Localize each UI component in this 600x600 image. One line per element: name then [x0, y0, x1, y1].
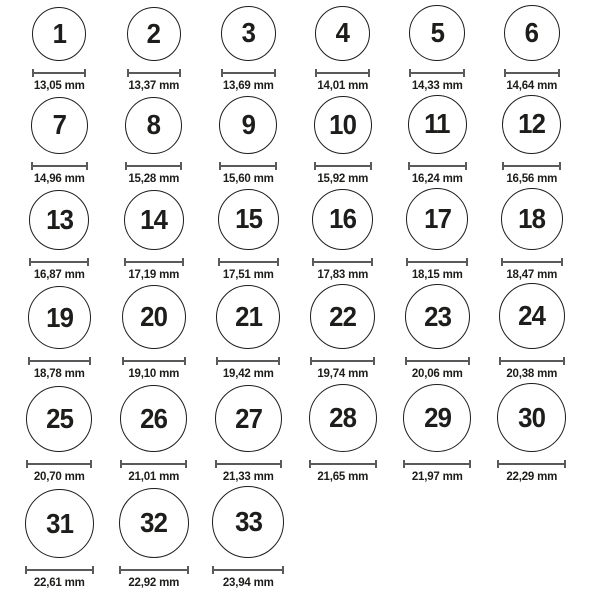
diameter-label: 15,28 mm [128, 172, 180, 185]
measure-line-bar [122, 463, 185, 465]
ring-size-number: 24 [518, 300, 546, 332]
diameter-label: 15,92 mm [317, 172, 369, 185]
diameter-measure-line [497, 460, 566, 468]
measure-line-bar [121, 569, 187, 571]
ring-size-item [390, 383, 485, 483]
diameter-measure-line [119, 566, 189, 574]
ring-size-number: 4 [336, 17, 350, 49]
measure-line-bar [408, 261, 466, 263]
ring-size-number: 31 [45, 507, 73, 539]
diameter-measure-line [32, 69, 86, 77]
diameter-label: 16,56 mm [506, 172, 558, 185]
measure-line-bar [31, 261, 87, 263]
measure-line-bar [410, 165, 465, 167]
diameter-measure-line [405, 357, 470, 365]
diameter-label: 13,05 mm [33, 79, 85, 92]
ring-circle [215, 385, 282, 452]
ring-size-item [107, 188, 202, 281]
measure-line-bar [221, 165, 275, 167]
diameter-label: 21,01 mm [128, 471, 180, 484]
ring-size-item [107, 5, 202, 92]
ring-size-number: 14 [140, 203, 168, 235]
diameter-label: 19,10 mm [128, 368, 180, 381]
measure-line-bar [311, 463, 375, 465]
measure-line-bar [503, 261, 561, 263]
ring-size-number: 16 [329, 203, 357, 235]
ring-circle [502, 95, 561, 154]
measure-line-bar [506, 72, 558, 74]
ring-size-item [296, 95, 391, 185]
ring-circle [124, 190, 184, 250]
diameter-label: 19,42 mm [222, 368, 274, 381]
ring-size-item [12, 383, 107, 483]
diameter-measure-line [29, 258, 89, 266]
diameter-label: 22,61 mm [33, 577, 85, 590]
ring-size-item [201, 486, 296, 589]
measure-line-bar [317, 72, 368, 74]
diameter-measure-line [406, 258, 468, 266]
ring-size-number: 25 [45, 403, 73, 435]
diameter-label: 14,33 mm [411, 79, 463, 92]
ring-size-number: 17 [423, 202, 451, 234]
ring-circle [216, 285, 280, 349]
ring-size-item [390, 95, 485, 185]
ring-size-number: 13 [45, 203, 73, 235]
diameter-label: 14,96 mm [33, 172, 85, 185]
diameter-label: 21,97 mm [411, 471, 463, 484]
ring-size-number: 23 [423, 300, 451, 332]
measure-line-bar [218, 360, 278, 362]
diameter-label: 21,65 mm [317, 471, 369, 484]
ring-size-item [12, 5, 107, 92]
ring-size-item [107, 383, 202, 483]
diameter-measure-line [28, 357, 91, 365]
ring-size-item [296, 383, 391, 483]
measure-line-bar [124, 360, 184, 362]
ring-size-item [296, 188, 391, 281]
measure-line-bar [504, 165, 559, 167]
ring-circle [221, 6, 276, 61]
diameter-label: 16,87 mm [33, 268, 85, 281]
diameter-measure-line [219, 162, 277, 170]
diameter-label: 22,92 mm [128, 577, 180, 590]
diameter-label: 18,78 mm [33, 368, 85, 381]
ring-size-number: 28 [329, 402, 357, 434]
diameter-measure-line [312, 258, 373, 266]
diameter-measure-line [315, 69, 370, 77]
ring-size-item [12, 486, 107, 589]
diameter-measure-line [502, 162, 561, 170]
measure-line-bar [405, 463, 469, 465]
diameter-measure-line [408, 162, 467, 170]
diameter-measure-line [218, 258, 279, 266]
measure-line-bar [316, 165, 370, 167]
ring-circle [406, 188, 468, 250]
measure-line-bar [126, 261, 182, 263]
ring-size-item [485, 95, 580, 185]
ring-size-item [485, 283, 580, 380]
diameter-label: 20,38 mm [506, 368, 558, 381]
ring-size-item [390, 5, 485, 92]
ring-size-item [12, 95, 107, 185]
diameter-measure-line [216, 357, 280, 365]
ring-size-number: 32 [140, 507, 168, 539]
ring-circle [127, 7, 181, 61]
ring-circle [501, 188, 563, 250]
ring-size-item [485, 188, 580, 281]
diameter-measure-line [120, 460, 187, 468]
diameter-measure-line [504, 69, 560, 77]
ring-circle [310, 284, 375, 349]
diameter-measure-line [124, 258, 184, 266]
ring-circle [119, 488, 189, 558]
ring-size-item [485, 5, 580, 92]
ring-size-number: 18 [518, 202, 546, 234]
diameter-measure-line [25, 566, 94, 574]
measure-line-bar [314, 261, 371, 263]
diameter-measure-line [309, 460, 377, 468]
ring-size-number: 30 [518, 401, 546, 433]
measure-line-bar [34, 72, 84, 74]
diameter-measure-line [125, 162, 182, 170]
ring-size-number: 11 [424, 108, 450, 140]
ring-size-number: 20 [140, 301, 168, 333]
diameter-measure-line [215, 460, 282, 468]
ring-size-item [485, 383, 580, 483]
ring-size-item [201, 188, 296, 281]
ring-size-item [107, 283, 202, 380]
ring-size-item [107, 95, 202, 185]
ring-size-item [201, 283, 296, 380]
ring-circle [218, 189, 279, 250]
diameter-measure-line [499, 357, 565, 365]
ring-size-number: 5 [430, 16, 444, 48]
diameter-label: 13,69 mm [222, 79, 274, 92]
ring-circle [31, 97, 88, 154]
ring-size-number: 22 [329, 300, 357, 332]
ring-circle [32, 7, 86, 61]
measure-line-bar [411, 72, 463, 74]
measure-line-bar [33, 165, 86, 167]
ring-circle [504, 5, 560, 61]
diameter-measure-line [221, 69, 276, 77]
ring-circle [309, 384, 377, 452]
ring-circle [120, 385, 187, 452]
diameter-measure-line [409, 69, 465, 77]
diameter-measure-line [127, 69, 181, 77]
ring-circle [29, 190, 89, 250]
ring-size-number: 6 [525, 16, 539, 48]
measure-line-bar [312, 360, 373, 362]
ring-circle [314, 96, 372, 154]
ring-size-item [12, 283, 107, 380]
ring-size-item [296, 5, 391, 92]
ring-size-number: 27 [234, 402, 262, 434]
ring-size-number: 21 [234, 301, 262, 333]
ring-circle [125, 97, 182, 154]
ring-size-number: 15 [234, 203, 262, 235]
chart-row [12, 283, 580, 380]
ring-size-item [201, 383, 296, 483]
measure-line-bar [499, 463, 564, 465]
diameter-measure-line [314, 162, 372, 170]
chart-row [12, 188, 580, 281]
diameter-label: 22,29 mm [506, 471, 558, 484]
ring-circle [405, 284, 470, 349]
diameter-label: 23,94 mm [222, 577, 274, 590]
diameter-measure-line [501, 258, 563, 266]
ring-size-number: 29 [423, 402, 451, 434]
diameter-measure-line [26, 460, 92, 468]
ring-size-item [107, 486, 202, 589]
ring-circle [212, 486, 284, 558]
measure-line-bar [27, 569, 92, 571]
diameter-label: 16,24 mm [411, 172, 463, 185]
ring-size-number: 1 [52, 17, 66, 49]
diameter-label: 14,64 mm [506, 79, 558, 92]
diameter-measure-line [31, 162, 88, 170]
ring-circle [499, 283, 565, 349]
diameter-measure-line [310, 357, 375, 365]
ring-circle [408, 95, 467, 154]
ring-circle [25, 489, 94, 558]
measure-line-bar [127, 165, 180, 167]
diameter-label: 15,60 mm [222, 172, 274, 185]
chart-row [12, 5, 580, 92]
ring-circle [219, 96, 277, 154]
diameter-label: 19,74 mm [317, 368, 369, 381]
ring-size-number: 7 [52, 109, 66, 141]
diameter-label: 14,01 mm [317, 79, 369, 92]
ring-circle [497, 383, 566, 452]
ring-circle [26, 386, 92, 452]
measure-line-bar [220, 261, 277, 263]
ring-size-item [201, 5, 296, 92]
diameter-measure-line [403, 460, 471, 468]
ring-size-number: 33 [234, 506, 262, 538]
diameter-label: 20,70 mm [33, 471, 85, 484]
ring-size-number: 10 [329, 108, 357, 140]
diameter-label: 21,33 mm [222, 471, 274, 484]
diameter-measure-line [122, 357, 186, 365]
ring-size-number: 8 [147, 109, 161, 141]
ring-size-item [390, 188, 485, 281]
ring-size-item [296, 283, 391, 380]
diameter-label: 17,19 mm [128, 268, 180, 281]
diameter-label: 17,51 mm [222, 268, 274, 281]
ring-size-number: 12 [518, 108, 546, 140]
chart-row [12, 486, 580, 589]
chart-row [12, 95, 580, 185]
ring-circle [409, 5, 465, 61]
diameter-label: 17,83 mm [317, 268, 369, 281]
ring-size-item [12, 188, 107, 281]
diameter-label: 20,06 mm [411, 368, 463, 381]
ring-circle [315, 6, 370, 61]
ring-size-number: 26 [140, 402, 168, 434]
ring-size-number: 19 [45, 301, 73, 333]
ring-circle [403, 384, 471, 452]
ring-circle [312, 189, 373, 250]
measure-line-bar [407, 360, 468, 362]
measure-line-bar [223, 72, 274, 74]
diameter-measure-line [212, 566, 284, 574]
diameter-label: 18,47 mm [506, 268, 558, 281]
chart-row [12, 383, 580, 483]
measure-line-bar [129, 72, 179, 74]
ring-size-item [201, 95, 296, 185]
measure-line-bar [28, 463, 90, 465]
ring-size-item [390, 283, 485, 380]
diameter-label: 13,37 mm [128, 79, 180, 92]
ring-circle [28, 286, 91, 349]
diameter-label: 18,15 mm [411, 268, 463, 281]
measure-line-bar [214, 569, 282, 571]
measure-line-bar [30, 360, 89, 362]
ring-size-number: 2 [147, 17, 161, 49]
ring-size-number: 9 [241, 108, 255, 140]
ring-circle [122, 285, 186, 349]
measure-line-bar [217, 463, 280, 465]
ring-size-number: 3 [241, 17, 255, 49]
measure-line-bar [501, 360, 563, 362]
